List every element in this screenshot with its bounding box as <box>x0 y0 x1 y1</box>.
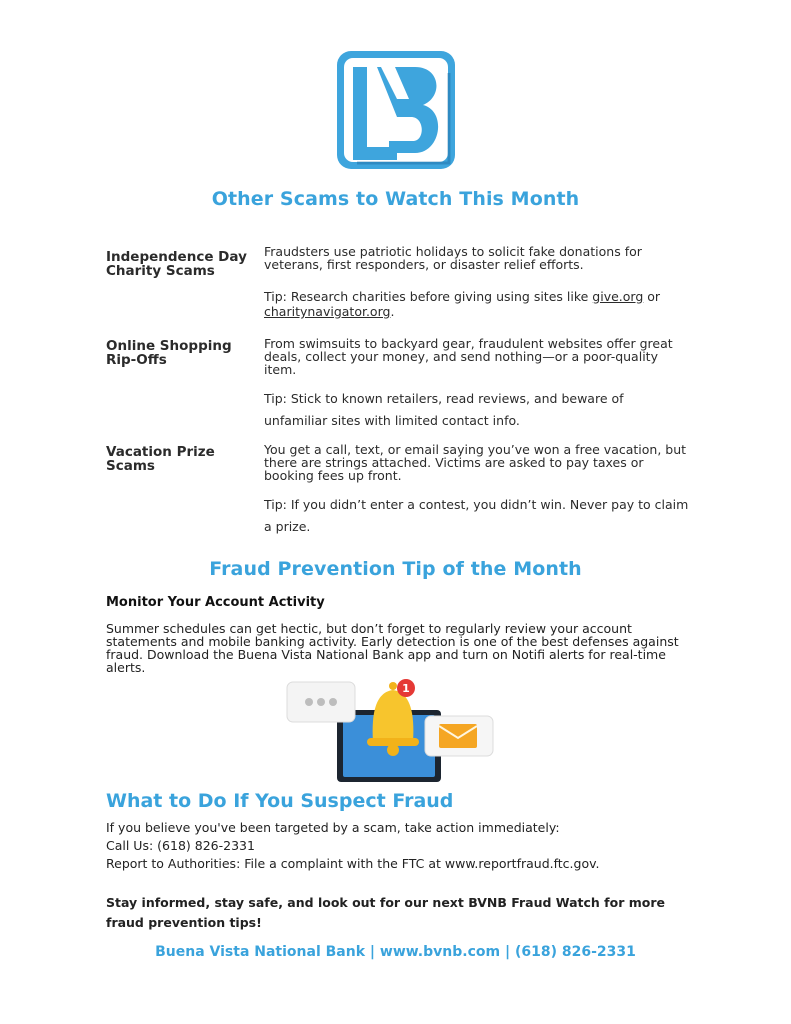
scam-title-vacation: Vacation Prize Scams <box>106 444 215 474</box>
scam-title-shopping: Online Shopping Rip-Offs <box>106 338 232 368</box>
footer-site-link[interactable]: www.bvnb.com <box>379 944 501 960</box>
tip-body: Summer schedules can get hectic, but don’t forget to regularly review your account statements and mobile banking activity. Early detection is one of the best defenses against fraud. Download the Buena Vista National Bank app and turn on Notifi alerts for real-time alerts. <box>106 621 679 675</box>
scam-tip-independence: Tip: Research charities before giving using sites like give.org or charitynavigator.org. <box>264 289 661 319</box>
scams-heading: Other Scams to Watch This Month <box>211 188 580 210</box>
scam-tip-vacation: Tip: If you didn’t enter a contest, you didn’t win. Never pay to claim a prize. <box>264 497 689 534</box>
scam-desc-vacation: You get a call, text, or email saying you’ve won a free vacation, but there are strings attached. Victims are asked to pay taxes or booking fees up front. <box>264 442 687 483</box>
report-line: Report to Authorities: File a complaint with the FTC at www.reportfraud.ftc.gov. <box>106 856 600 871</box>
bell-notification-icon <box>285 670 500 785</box>
footer: Buena Vista National Bank | www.bvnb.com | (618) 826-2331 <box>155 944 636 960</box>
bank-logo <box>337 51 455 169</box>
footer-bank: Buena Vista National Bank <box>155 944 366 960</box>
charitynavigator-link[interactable]: charitynavigator.org <box>264 304 391 319</box>
fraud-heading: What to Do If You Suspect Fraud <box>106 790 454 812</box>
give-org-link[interactable]: give.org <box>592 289 644 304</box>
closing-message: Stay informed, stay safe, and look out for our next BVNB Fraud Watch for more fraud prevention tips! <box>106 895 665 930</box>
logo-icon <box>337 51 455 169</box>
scam-desc-independence: Fraudsters use patriotic holidays to solicit fake donations for veterans, first responders, or disaster relief efforts. <box>264 244 642 272</box>
notification-illustration <box>285 670 500 785</box>
fraud-intro: If you believe you've been targeted by a scam, take action immediately: <box>106 820 560 835</box>
badge-count: 1 <box>402 682 410 695</box>
scam-title-independence: Independence Day Charity Scams <box>106 249 247 279</box>
tip-heading: Fraud Prevention Tip of the Month <box>209 558 582 580</box>
scam-desc-shopping: From swimsuits to backyard gear, fraudulent websites offer great deals, collect your money, and send nothing—or a poor-quality item. <box>264 336 673 377</box>
scam-tip-shopping: Tip: Stick to known retailers, read reviews, and beware of unfamiliar sites with limited contact info. <box>264 391 624 428</box>
footer-phone: (618) 826-2331 <box>514 944 636 960</box>
call-us-line: Call Us: (618) 826-2331 <box>106 838 255 853</box>
tip-subheading: Monitor Your Account Activity <box>106 595 325 610</box>
